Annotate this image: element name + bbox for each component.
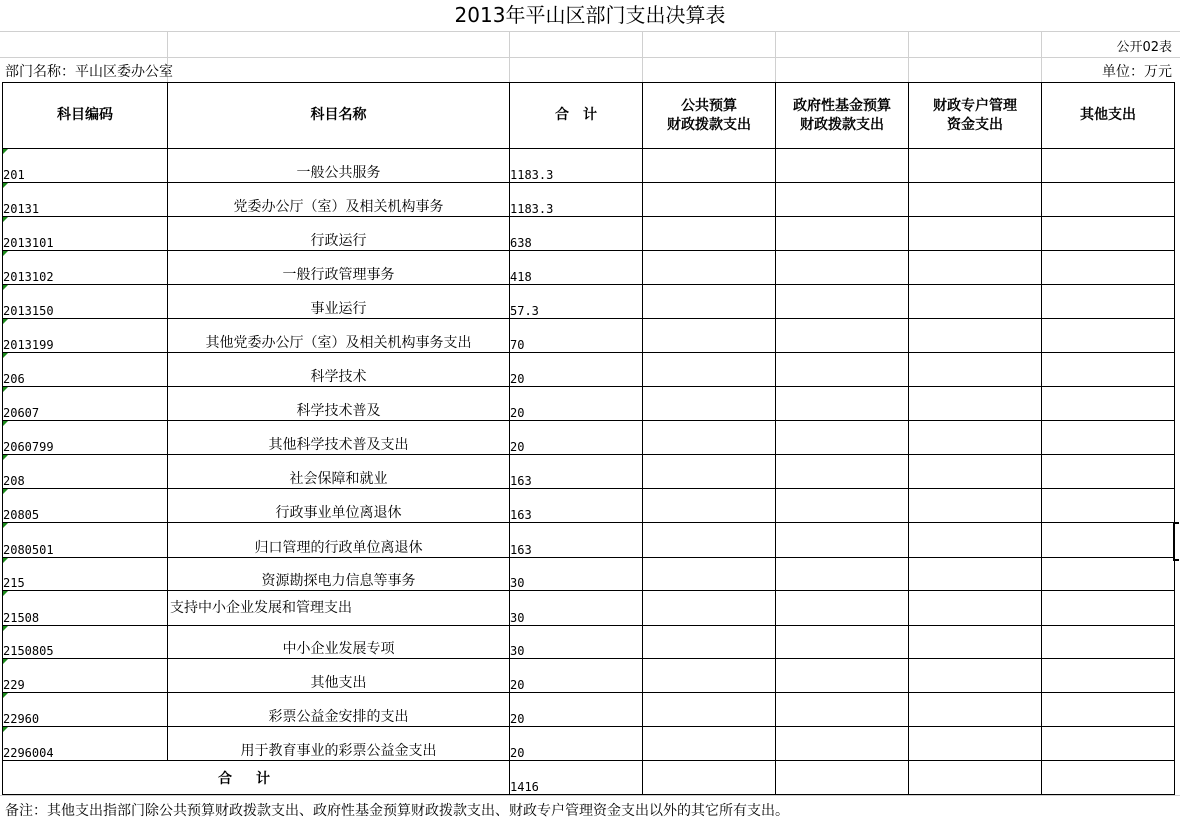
row-total[interactable]: 20 xyxy=(510,693,643,727)
unit-label: 单位：万元 xyxy=(1102,64,1172,80)
row-total[interactable]: 163 xyxy=(510,455,643,489)
cell-empty[interactable] xyxy=(643,421,776,455)
cell-empty[interactable] xyxy=(776,149,909,183)
row-code[interactable]: 20607 xyxy=(3,387,168,421)
row-name[interactable]: 行政事业单位离退休 xyxy=(168,489,510,523)
table-row xyxy=(3,558,1175,591)
row-total[interactable]: 30 xyxy=(510,626,643,659)
cell-empty[interactable] xyxy=(909,761,1042,795)
table-row xyxy=(3,421,1175,455)
cell-empty[interactable] xyxy=(643,353,776,387)
row-name[interactable]: 归口管理的行政单位离退休 xyxy=(168,523,510,558)
cell-empty[interactable] xyxy=(909,149,1042,183)
cell-empty[interactable] xyxy=(1042,761,1175,795)
cell-empty[interactable] xyxy=(909,489,1042,523)
header-gov-fund-line2: 财政拨款支出 xyxy=(800,116,884,133)
cell-empty[interactable] xyxy=(1042,353,1175,387)
cell-empty[interactable] xyxy=(776,659,909,693)
cell-empty[interactable] xyxy=(1042,455,1175,489)
cell-empty[interactable] xyxy=(776,251,909,285)
department-name: 部门名称：平山区委办公室 xyxy=(5,64,173,80)
cell-empty[interactable] xyxy=(1042,558,1175,591)
row-name[interactable]: 科学技术普及 xyxy=(168,387,510,421)
table-row xyxy=(3,523,1175,558)
gridline xyxy=(0,795,1180,796)
gridline xyxy=(0,57,1180,58)
cell-empty[interactable] xyxy=(643,251,776,285)
table-row xyxy=(3,149,1175,183)
cell-empty[interactable] xyxy=(643,727,776,761)
cell-empty[interactable] xyxy=(909,421,1042,455)
table-row xyxy=(3,183,1175,217)
total-value[interactable]: 1416 xyxy=(510,761,643,795)
row-code[interactable]: 2013150 xyxy=(3,285,168,319)
row-name[interactable]: 一般公共服务 xyxy=(168,149,510,183)
footnote: 备注：其他支出指部门除公共预算财政拨款支出、政府性基金预算财政拨款支出、财政专户管理资金支出以外的其它所有支出。 xyxy=(5,803,789,819)
table-row xyxy=(3,319,1175,353)
table-row xyxy=(3,727,1175,761)
cell-empty[interactable] xyxy=(1042,285,1175,319)
cell-empty[interactable] xyxy=(909,183,1042,217)
table-row xyxy=(3,353,1175,387)
row-name[interactable]: 行政运行 xyxy=(168,217,510,251)
cell-empty[interactable] xyxy=(909,591,1042,626)
row-code[interactable]: 2060799 xyxy=(3,421,168,455)
cell-empty[interactable] xyxy=(1042,319,1175,353)
cell-empty[interactable] xyxy=(909,353,1042,387)
cell-selection-marker xyxy=(1173,522,1179,561)
cell-empty[interactable] xyxy=(776,693,909,727)
row-code[interactable]: 208 xyxy=(3,455,168,489)
expenditure-table xyxy=(2,82,1175,795)
cell-empty[interactable] xyxy=(909,693,1042,727)
cell-empty[interactable] xyxy=(643,319,776,353)
header-code[interactable]: 科目编码 xyxy=(3,83,168,149)
cell-empty[interactable] xyxy=(1042,659,1175,693)
row-total[interactable]: 57.3 xyxy=(510,285,643,319)
cell-empty[interactable] xyxy=(776,319,909,353)
row-name[interactable]: 用于教育事业的彩票公益金支出 xyxy=(168,727,510,761)
cell-empty[interactable] xyxy=(643,626,776,659)
form-number: 公开02表 xyxy=(1116,40,1172,55)
row-total[interactable]: 638 xyxy=(510,217,643,251)
table-row xyxy=(3,251,1175,285)
cell-empty[interactable] xyxy=(643,285,776,319)
row-total[interactable]: 1183.3 xyxy=(510,183,643,217)
row-name[interactable]: 科学技术 xyxy=(168,353,510,387)
row-name[interactable]: 社会保障和就业 xyxy=(168,455,510,489)
cell-empty[interactable] xyxy=(643,659,776,693)
cell-empty[interactable] xyxy=(776,455,909,489)
row-code[interactable]: 206 xyxy=(3,353,168,387)
cell-empty[interactable] xyxy=(776,285,909,319)
cell-empty[interactable] xyxy=(643,387,776,421)
gridline xyxy=(775,31,776,82)
gridline xyxy=(0,31,1180,32)
row-name[interactable]: 支持中小企业发展和管理支出 xyxy=(168,591,510,626)
header-public-budget[interactable] xyxy=(643,83,776,149)
row-name[interactable]: 中小企业发展专项 xyxy=(168,626,510,659)
total-row xyxy=(3,761,1175,795)
gridline xyxy=(642,31,643,82)
cell-empty[interactable] xyxy=(909,285,1042,319)
total-label[interactable]: 合计 xyxy=(3,761,510,795)
row-code[interactable]: 20131 xyxy=(3,183,168,217)
row-name[interactable]: 彩票公益金安排的支出 xyxy=(168,693,510,727)
cell-empty[interactable] xyxy=(776,523,909,558)
cell-empty[interactable] xyxy=(643,523,776,558)
gridline xyxy=(908,31,909,82)
cell-empty[interactable] xyxy=(776,591,909,626)
row-total[interactable]: 30 xyxy=(510,558,643,591)
cell-empty[interactable] xyxy=(776,353,909,387)
header-total[interactable]: 合 计 xyxy=(510,83,643,149)
cell-empty[interactable] xyxy=(643,558,776,591)
gridline xyxy=(1041,31,1042,82)
cell-empty[interactable] xyxy=(1042,489,1175,523)
cell-empty[interactable] xyxy=(643,591,776,626)
row-name[interactable]: 一般行政管理事务 xyxy=(168,251,510,285)
row-code[interactable]: 2013102 xyxy=(3,251,168,285)
header-public-budget-line2: 财政拨款支出 xyxy=(667,116,751,133)
header-gov-fund-line1: 政府性基金预算 xyxy=(793,97,891,114)
cell-empty[interactable] xyxy=(909,659,1042,693)
cell-empty[interactable] xyxy=(909,319,1042,353)
row-code[interactable]: 201 xyxy=(3,149,168,183)
gridline xyxy=(509,31,510,82)
header-special-line1: 财政专户管理 xyxy=(933,97,1017,114)
row-code[interactable]: 2150805 xyxy=(3,626,168,659)
cell-empty[interactable] xyxy=(643,693,776,727)
table-row xyxy=(3,626,1175,659)
row-code[interactable]: 22960 xyxy=(3,693,168,727)
cell-empty[interactable] xyxy=(776,421,909,455)
row-code[interactable]: 229 xyxy=(3,659,168,693)
cell-empty[interactable] xyxy=(909,523,1042,558)
row-total[interactable]: 163 xyxy=(510,523,643,558)
cell-empty[interactable] xyxy=(643,455,776,489)
row-total[interactable]: 20 xyxy=(510,387,643,421)
header-other[interactable]: 其他支出 xyxy=(1042,83,1175,149)
cell-empty[interactable] xyxy=(1042,591,1175,626)
cell-empty[interactable] xyxy=(909,387,1042,421)
cell-empty[interactable] xyxy=(776,558,909,591)
cell-empty[interactable] xyxy=(909,727,1042,761)
cell-empty[interactable] xyxy=(909,626,1042,659)
row-total[interactable]: 163 xyxy=(510,489,643,523)
cell-empty[interactable] xyxy=(776,489,909,523)
row-code[interactable]: 2013101 xyxy=(3,217,168,251)
row-total[interactable]: 30 xyxy=(510,591,643,626)
cell-empty[interactable] xyxy=(1042,217,1175,251)
cell-empty[interactable] xyxy=(776,387,909,421)
table-row xyxy=(3,693,1175,727)
cell-empty[interactable] xyxy=(776,217,909,251)
row-name[interactable]: 党委办公厅（室）及相关机构事务 xyxy=(168,183,510,217)
cell-empty[interactable] xyxy=(643,149,776,183)
row-name[interactable]: 其他支出 xyxy=(168,659,510,693)
header-special-account[interactable] xyxy=(909,83,1042,149)
header-special-line2: 资金支出 xyxy=(947,116,1003,133)
cell-empty[interactable] xyxy=(1042,149,1175,183)
row-total[interactable]: 1183.3 xyxy=(510,149,643,183)
row-total[interactable]: 20 xyxy=(510,659,643,693)
table-row xyxy=(3,285,1175,319)
cell-empty[interactable] xyxy=(776,727,909,761)
header-gov-fund[interactable] xyxy=(776,83,909,149)
header-public-budget-line1: 公共预算 xyxy=(681,97,737,114)
cell-empty[interactable] xyxy=(909,455,1042,489)
row-code[interactable]: 215 xyxy=(3,558,168,591)
table-row xyxy=(3,387,1175,421)
cell-empty[interactable] xyxy=(643,761,776,795)
row-total[interactable]: 418 xyxy=(510,251,643,285)
row-code[interactable]: 20805 xyxy=(3,489,168,523)
cell-empty[interactable] xyxy=(1042,523,1175,558)
cell-empty[interactable] xyxy=(1042,727,1175,761)
row-name[interactable]: 其他科学技术普及支出 xyxy=(168,421,510,455)
cell-empty[interactable] xyxy=(1042,387,1175,421)
header-row xyxy=(3,83,1175,149)
row-name[interactable]: 资源勘探电力信息等事务 xyxy=(168,558,510,591)
row-total[interactable]: 70 xyxy=(510,319,643,353)
cell-empty[interactable] xyxy=(1042,421,1175,455)
cell-empty[interactable] xyxy=(909,251,1042,285)
cell-empty[interactable] xyxy=(776,183,909,217)
table-row xyxy=(3,489,1175,523)
sheet-title: 2013年平山区部门支出决算表 xyxy=(454,3,726,27)
cell-empty[interactable] xyxy=(776,761,909,795)
row-code[interactable]: 2080501 xyxy=(3,523,168,558)
cell-empty[interactable] xyxy=(1042,626,1175,659)
row-code[interactable]: 2013199 xyxy=(3,319,168,353)
cell-empty[interactable] xyxy=(776,626,909,659)
table-row xyxy=(3,217,1175,251)
row-code[interactable]: 2296004 xyxy=(3,727,168,761)
header-name[interactable]: 科目名称 xyxy=(168,83,510,149)
cell-empty[interactable] xyxy=(909,558,1042,591)
table-row xyxy=(3,659,1175,693)
cell-empty[interactable] xyxy=(1042,693,1175,727)
row-name[interactable]: 事业运行 xyxy=(168,285,510,319)
cell-empty[interactable] xyxy=(1042,251,1175,285)
row-code[interactable]: 21508 xyxy=(3,591,168,626)
row-total[interactable]: 20 xyxy=(510,727,643,761)
table-row xyxy=(3,455,1175,489)
row-total[interactable]: 20 xyxy=(510,353,643,387)
row-name[interactable]: 其他党委办公厅（室）及相关机构事务支出 xyxy=(168,319,510,353)
cell-empty[interactable] xyxy=(643,183,776,217)
cell-empty[interactable] xyxy=(1042,183,1175,217)
row-total[interactable]: 20 xyxy=(510,421,643,455)
cell-empty[interactable] xyxy=(909,217,1042,251)
cell-empty[interactable] xyxy=(643,217,776,251)
table-row xyxy=(3,591,1175,626)
cell-empty[interactable] xyxy=(643,489,776,523)
